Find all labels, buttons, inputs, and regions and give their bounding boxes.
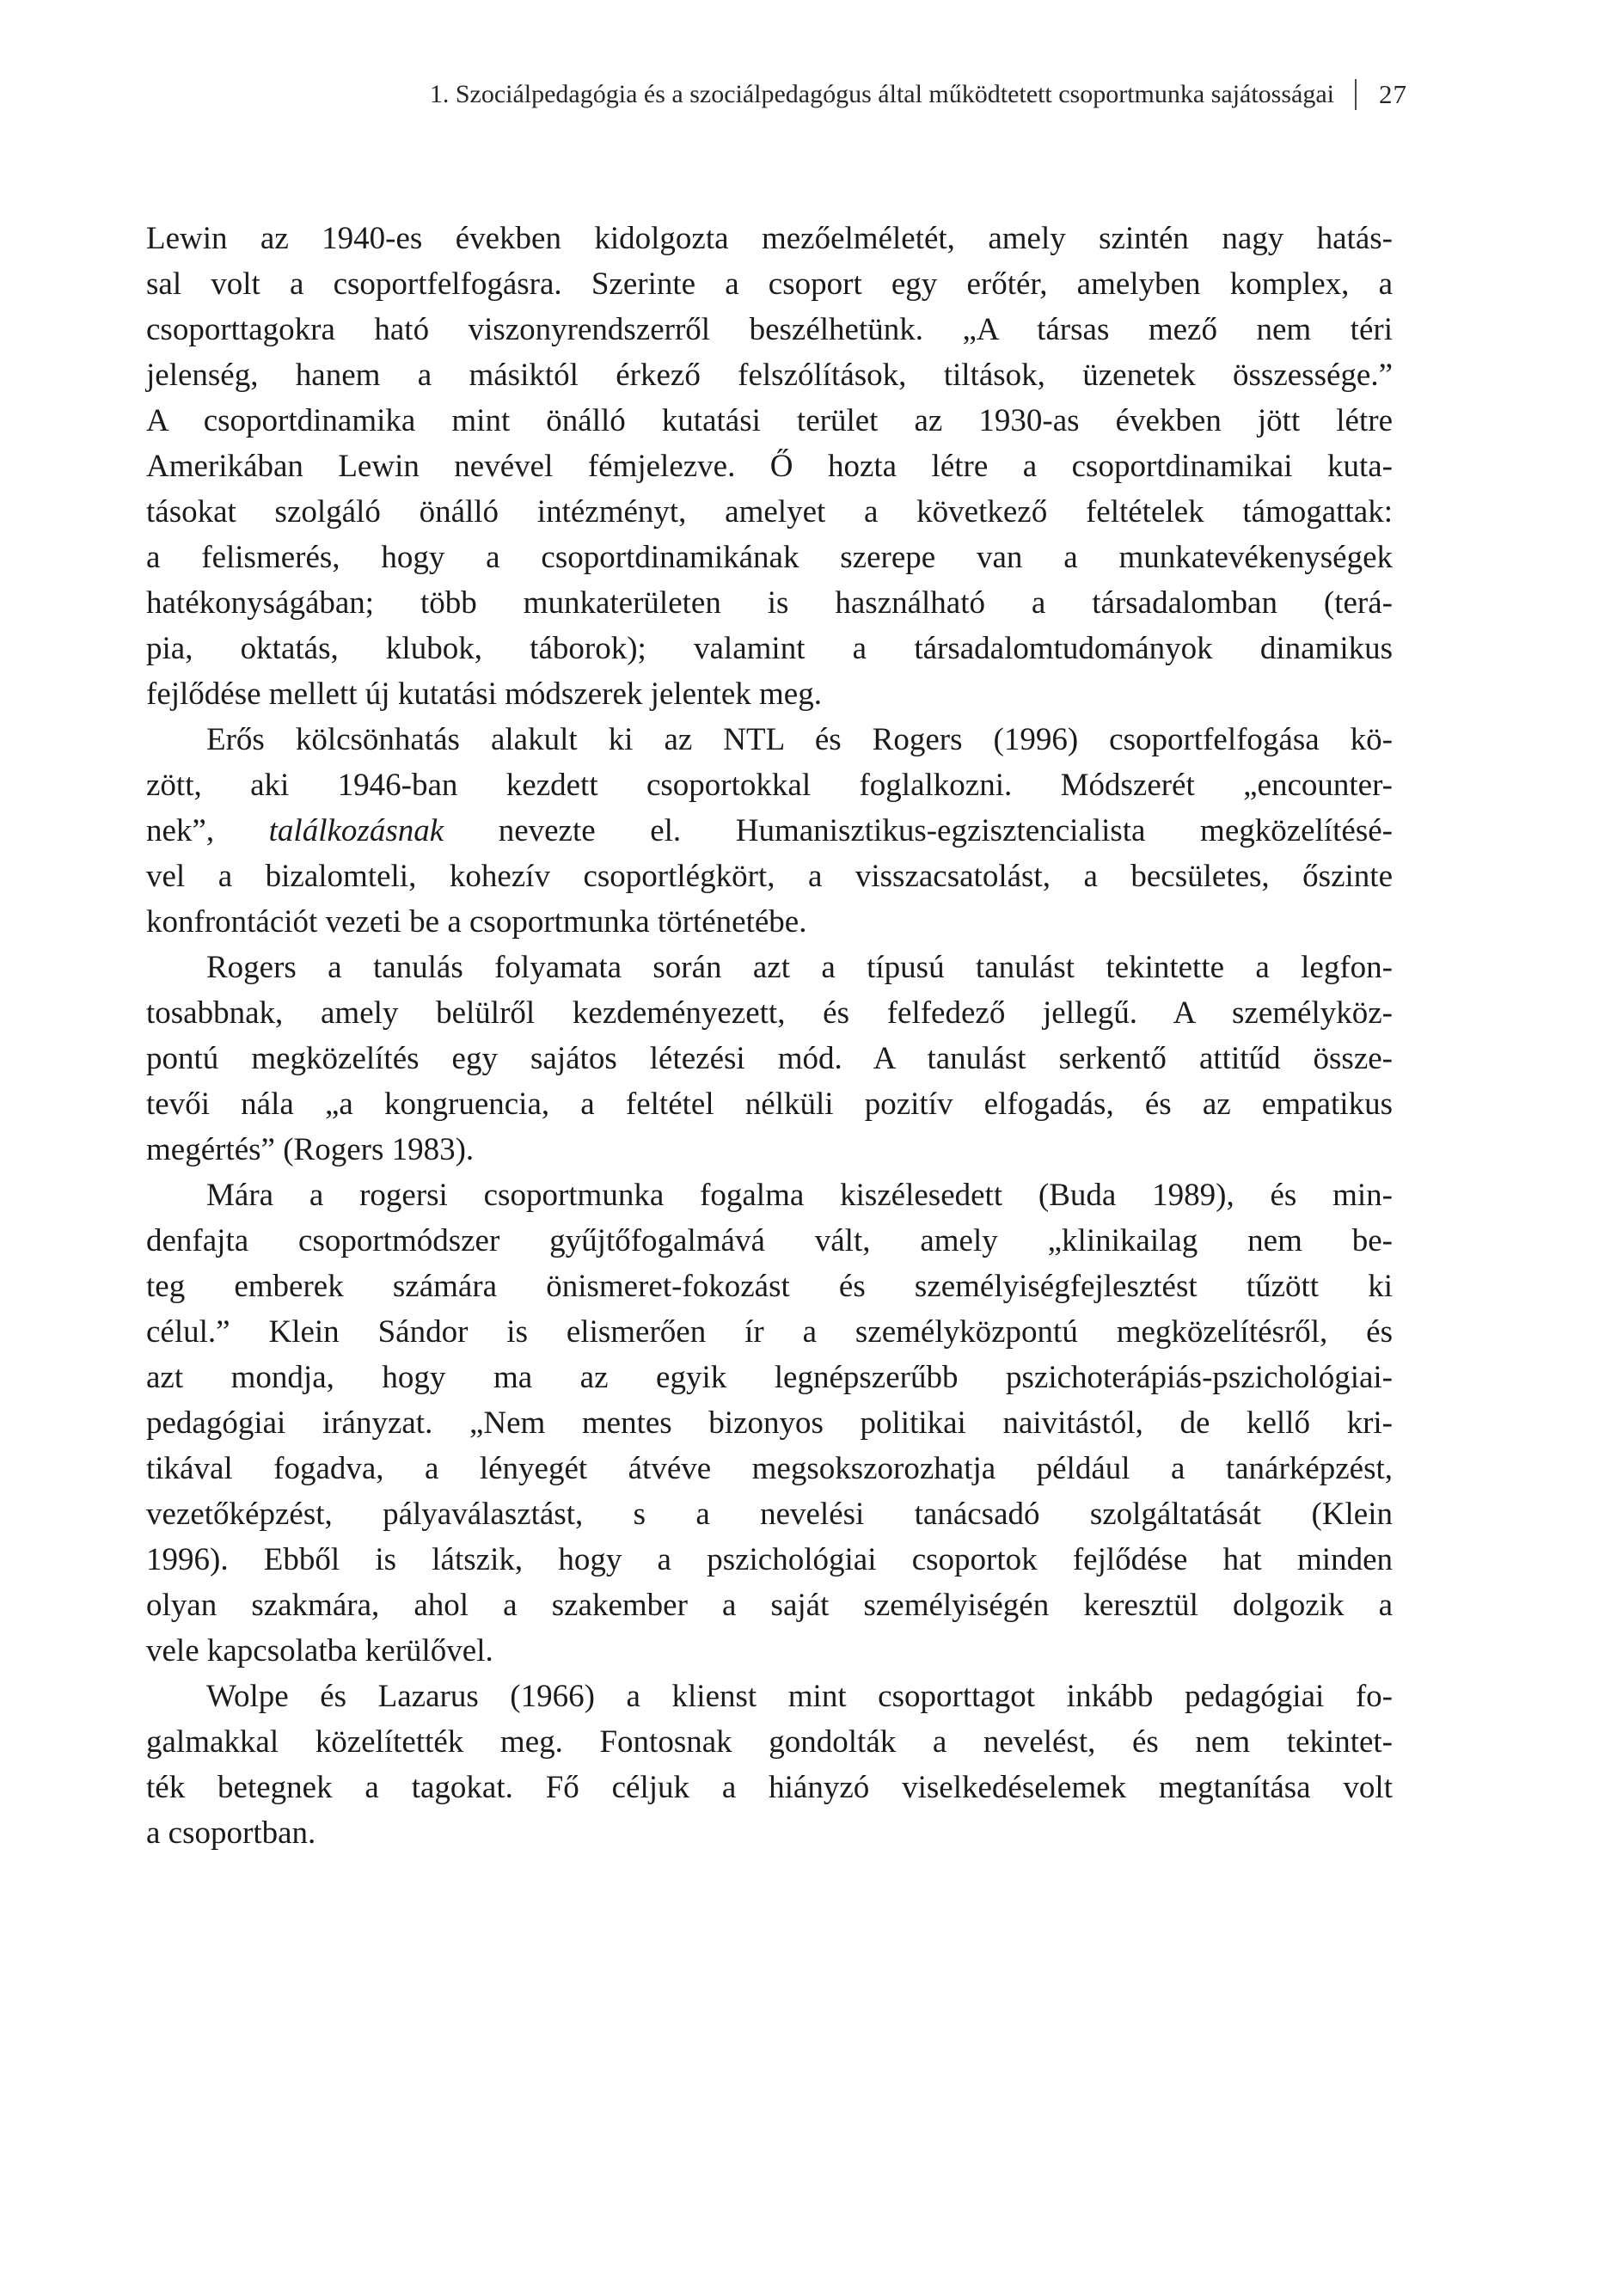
running-header	[146, 79, 1407, 110]
header-separator	[1355, 79, 1357, 110]
paragraph	[146, 717, 1393, 945]
text-line: A csoportdinamika mint önálló kutatási terület az 1930-as években jött létre	[146, 403, 1393, 438]
text-line: tevői nála „a kongruencia, a feltétel nélküli pozitív elfogadás, és az empatikus	[146, 1087, 1393, 1122]
text-line: a csoportban.	[146, 1815, 316, 1851]
text-line: galmakkal közelítették meg. Fontosnak gondolták a nevelést, és nem tekintet-	[146, 1724, 1393, 1760]
text-line	[146, 808, 1393, 854]
text-line: azt mondja, hogy ma az egyik legnépszerűbb pszichoterápiás-pszichológiai-	[146, 1360, 1393, 1395]
text-line: hatékonyságában; több munkaterületen is használható a társadalomban (terá-	[146, 585, 1393, 621]
italic-text: találkozásnak	[268, 813, 444, 848]
text-line: 1996). Ebből is látszik, hogy a pszichológiai csoportok fejlődése hat minden	[146, 1542, 1393, 1577]
text-line: konfrontációt vezeti be a csoportmunka történetébe.	[146, 904, 807, 940]
text-line: vel a bizalomteli, kohezív csoportlégkört, a visszacsatolást, a becsületes, őszinte	[146, 859, 1393, 894]
paragraph	[146, 216, 1393, 717]
text-line: vezetőképzést, pályaválasztást, s a nevelési tanácsadó szolgáltatását (Klein	[146, 1497, 1393, 1532]
body-text	[146, 216, 1393, 1856]
text-line: megértés” (Rogers 1983).	[146, 1132, 475, 1167]
text-line: Wolpe és Lazarus (1966) a klienst mint csoporttagot inkább pedagógiai fo-	[206, 1679, 1393, 1714]
text-line: tosabbnak, amely belülről kezdeményezett, és felfedező jellegű. A személyköz-	[146, 995, 1393, 1031]
text-line: denfajta csoportmódszer gyűjtőfogalmává vált, amely „klinikailag nem be-	[146, 1223, 1393, 1258]
text-line: csoporttagokra ható viszonyrendszerről beszélhetünk. „A társas mező nem téri	[146, 312, 1393, 347]
text-line: olyan szakmára, ahol a szakember a saját személyiségén keresztül dolgozik a	[146, 1588, 1393, 1623]
text-segment: nevezte el. Humanisztikus-egzisztencialista megközelítésé-	[444, 813, 1393, 848]
text-line: pia, oktatás, klubok, táborok); valamint a társadalomtudományok dinamikus	[146, 631, 1393, 666]
text-line: teg emberek számára önismeret-fokozást és személyiségfejlesztést tűzött ki	[146, 1269, 1393, 1304]
text-segment: nek”,	[146, 813, 269, 848]
paragraph	[146, 945, 1393, 1172]
text-line: tikával fogadva, a lényegét átvéve megsokszorozhatja például a tanárképzést,	[146, 1451, 1393, 1486]
text-line: Erős kölcsönhatás alakult ki az NTL és Rogers (1996) csoportfelfogása kö-	[206, 722, 1393, 757]
paragraph	[146, 1674, 1393, 1856]
text-line: célul.” Klein Sándor is elismerően ír a személyközpontú megközelítésről, és	[146, 1314, 1393, 1350]
text-line: ték betegnek a tagokat. Fő céljuk a hiányzó viselkedéselemek megtanítása volt	[146, 1770, 1393, 1805]
text-line: vele kapcsolatba kerülővel.	[146, 1633, 493, 1668]
text-line: zött, aki 1946-ban kezdett csoportokkal foglalkozni. Módszerét „encounter-	[146, 768, 1393, 803]
text-line: tásokat szolgáló önálló intézményt, amelyet a következő feltételek támogattak:	[146, 494, 1393, 530]
running-title: 1. Szociálpedagógia és a szociálpedagógus által működtetett csoportmunka sajátosságai	[429, 80, 1334, 108]
text-line: fejlődése mellett új kutatási módszerek jelentek meg.	[146, 677, 822, 712]
text-line: Lewin az 1940-es években kidolgozta mezőelméletét, amely szintén nagy hatás-	[146, 221, 1393, 256]
page-number: 27	[1379, 79, 1407, 109]
text-line: Mára a rogersi csoportmunka fogalma kiszélesedett (Buda 1989), és min-	[206, 1178, 1393, 1213]
text-line: sal volt a csoportfelfogásra. Szerinte a csoport egy erőtér, amelyben komplex, a	[146, 266, 1393, 302]
text-line: Amerikában Lewin nevével fémjelezve. Ő hozta létre a csoportdinamikai kuta-	[146, 449, 1393, 484]
text-line: pedagógiai irányzat. „Nem mentes bizonyos politikai naivitástól, de kellő kri-	[146, 1405, 1393, 1441]
text-line: Rogers a tanulás folyamata során azt a típusú tanulást tekintette a legfon-	[206, 950, 1393, 985]
paragraph	[146, 1172, 1393, 1674]
text-line: jelenség, hanem a másiktól érkező felszólítások, tiltások, üzenetek összessége.”	[146, 358, 1393, 393]
text-line: a felismerés, hogy a csoportdinamikának szerepe van a munkatevékenységek	[146, 540, 1393, 575]
text-line: pontú megközelítés egy sajátos létezési mód. A tanulást serkentő attitűd össze-	[146, 1041, 1393, 1076]
